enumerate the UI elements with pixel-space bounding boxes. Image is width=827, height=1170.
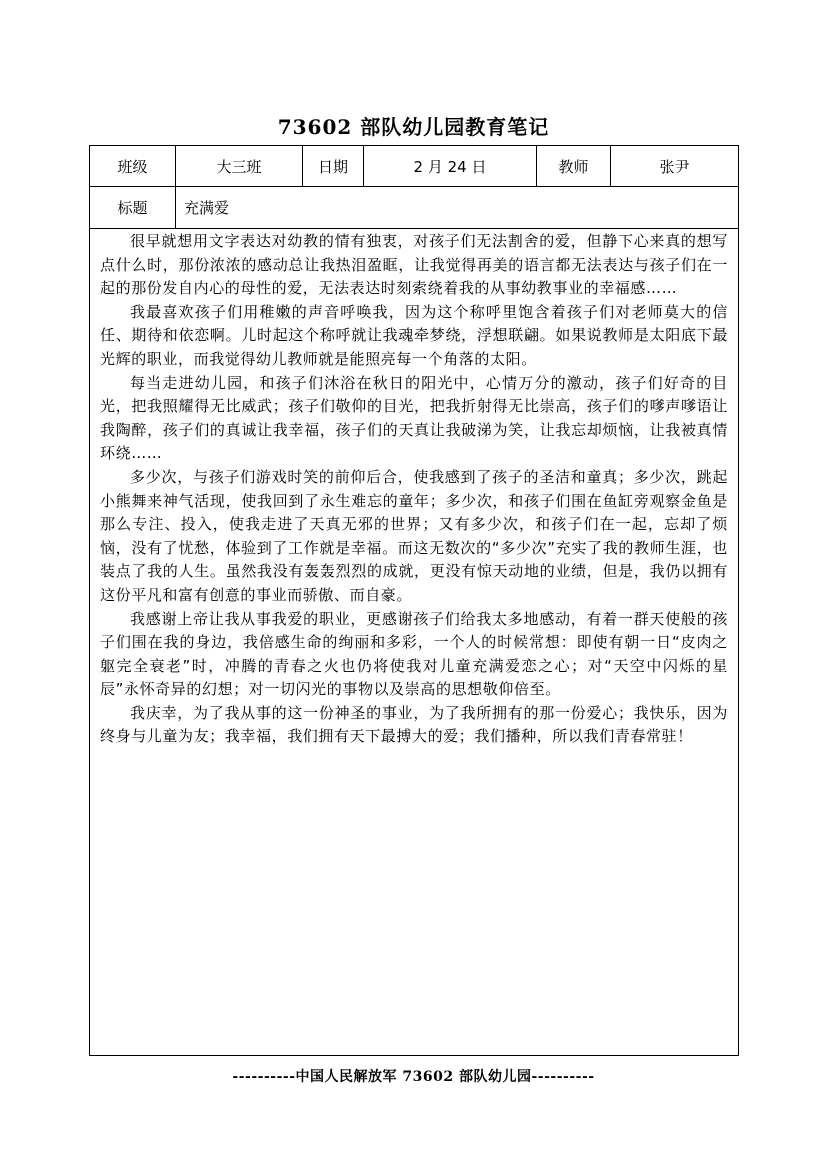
document-title: 73602 部队幼儿园教育笔记 (277, 115, 550, 139)
teacher-label: 教师 (558, 157, 589, 176)
topic-value: 充满爱 (184, 198, 230, 217)
paragraph: 多少次，与孩子们游戏时笑的前仰后合，使我感到了孩子的圣洁和童真；多少次，跳起小熊舞来神气活现，使我回到了永生难忘的童年；多少次，和孩子们围在鱼缸旁观察金鱼是那么专注、投入，使我走进了天真无邪的世界；又有多少次，和孩子们在一起，忘却了烦恼，没有了忧愁，体验到了工作就是幸福。而这无数次的“多少次”充实了我的教师生涯，也装点了我的人生。虽然我没有轰轰烈烈的成就，更没有惊天动地的业绩，但是，我仍以拥有这份平凡和富有创意的事业而骄傲、而自豪。 (100, 467, 728, 604)
class-value: 大三班 (216, 157, 262, 176)
page-footer: ----------中国人民解放军 73602 部队幼儿园---------- (232, 1069, 595, 1085)
date-value: 2 月 24 日 (413, 157, 487, 176)
paragraph: 每当走进幼儿园，和孩子们沐浴在秋日的阳光中，心情万分的激动，孩子们好奇的目光，把我照耀得无比威武；孩子们敬仰的目光，把我折射得无比崇高，孩子们的嗲声嗲语让我陶醉，孩子们的真诚让我幸福，孩子们的天真让我破涕为笑，让我忘却烦恼，让我被真情环绕…… (100, 373, 728, 463)
paragraph: 我感谢上帝让我从事我爱的职业，更感谢孩子们给我太多地感动，有着一群天使般的孩子们围在我的身边，我倍感生命的绚丽和多彩，一个人的时候常想：即使有朝一日“皮肉之躯完全衰老”时，冲腾的青春之火也仍将使我对儿童充满爱恋之心；对“天空中闪烁的星辰”永怀奇异的幻想；对一切闪光的事物以及崇高的思想敬仰倍至。 (100, 609, 728, 699)
class-label: 班级 (117, 157, 148, 176)
header-row (90, 146, 738, 187)
note-table (89, 145, 739, 1056)
date-label: 日期 (317, 157, 348, 176)
teacher-value: 张尹 (659, 157, 690, 176)
topic-row (90, 186, 738, 229)
paragraph: 我庆幸，为了我从事的这一份神圣的事业，为了我所拥有的那一份爱心；我快乐，因为终身与儿童为友；我幸福，我们拥有天下最搏大的爱；我们播种，所以我们青春常驻！ (100, 703, 728, 746)
topic-label: 标题 (117, 198, 148, 217)
paragraph: 我最喜欢孩子们用稚嫩的声音呼唤我，因为这个称呼里饱含着孩子们对老师莫大的信任、期待和依恋啊。儿时起这个称呼就让我魂牵梦绕，浮想联翩。如果说教师是太阳底下最光辉的职业，而我觉得幼儿教师就是能照亮每一个角落的太阳。 (100, 302, 728, 368)
paragraph: 很早就想用文字表达对幼教的情有独衷，对孩子们无法割舍的爱，但静下心来真的想写点什么时，那份浓浓的感动总让我热泪盈眶，让我觉得再美的语言都无法表达与孩子们在一起的那份发自内心的母性的爱，无法表达时刻索绕着我的从事幼教事业的幸福感…… (100, 232, 728, 298)
note-body (90, 230, 738, 749)
